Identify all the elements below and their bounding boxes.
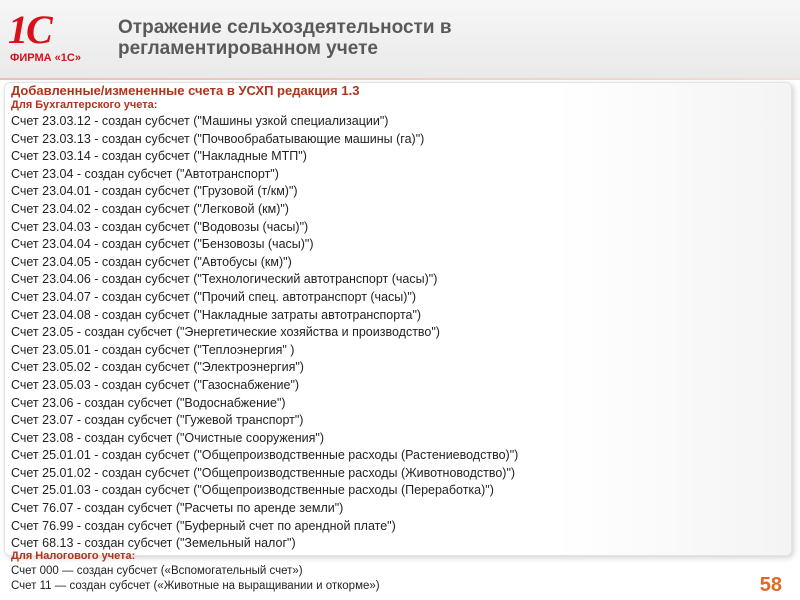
account-list-item: Счет 23.04.07 - создан субсчет ("Прочий спец. автотранспорт (часы)") [11,289,417,304]
account-list-item: Счет 23.05.03 - создан субсчет ("Газоснабжение") [11,377,300,392]
slide-title [118,17,678,59]
account-list-item: Счет 23.07 - создан субсчет ("Гужевой транспорт") [11,413,304,428]
accounting-accounts-list [11,113,518,553]
account-list-item: Счет 23.03.13 - создан субсчет ("Почвообрабатывающие машины (га)") [11,131,425,146]
account-list-item: Счет 23.04.02 - создан субсчет ("Легковой (км)") [11,201,289,216]
account-list-item: Счет 76.99 - создан субсчет ("Буферный счет по арендной плате") [11,518,396,533]
account-list-item: Счет 23.03.12 - создан субсчет ("Машины узкой специализации") [11,114,389,128]
title-line-2: регламентированном учете [118,38,378,59]
account-list-item: Счет 23.04.05 - создан субсчет ("Автобусы (км)") [11,254,292,269]
account-list-item: Счет 23.04.08 - создан субсчет ("Накладные затраты автотранспорта") [11,307,422,322]
account-list-item: Счет 25.01.01 - создан субсчет ("Общепроизводственные расходы (Растениеводство)") [11,448,519,463]
account-list-item: Счет 23.05 - создан субсчет ("Энергетические хозяйства и производство") [11,325,440,340]
account-list-item: Счет 23.04.06 - создан субсчет ("Технологический автотранспорт (часы)") [11,272,438,287]
section-subtitle: Добавленные/измененные счета в УСХП редакция 1.3 [11,83,360,98]
account-list-item: Счет 23.04.01 - создан субсчет ("Грузовой (т/км)") [11,184,298,199]
account-list-item: Счет 23.04 - создан субсчет ("Автотранспорт") [11,166,279,181]
tax-account-item: Счет 000 — создан субсчет («Вспомогательный счет») [11,565,303,577]
account-list-item: Счет 25.01.02 - создан субсчет ("Общепроизводственные расходы (Животноводство)") [11,465,516,480]
account-list-item: Счет 23.05.02 - создан субсчет ("Электроэнергия") [11,360,304,375]
account-list-item: Счет 23.04.04 - создан субсчет ("Бензовозы (часы)") [11,237,314,252]
account-list-item: Счет 76.07 - создан субсчет ("Расчеты по аренде земли") [11,501,344,516]
header-divider [0,78,800,80]
logo-brand: 1С [8,7,51,52]
slide-header [0,0,800,78]
account-list-item: Счет 23.03.14 - создан субсчет ("Накладные МТП") [11,149,307,164]
account-list-item: Счет 23.06 - создан субсчет ("Водоснабжение") [11,395,286,410]
logo-company-name: ФИРМА «1С» [10,52,81,64]
account-list-item: Счет 23.04.03 - создан субсчет ("Водовозы (часы)") [11,219,309,234]
account-list-item: Счет 23.08 - создан субсчет ("Очистные сооружения") [11,430,324,445]
account-list-item: Счет 25.01.03 - создан субсчет ("Общепроизводственные расходы (Переработка)") [11,483,494,498]
page-number: 58 [759,574,782,596]
company-logo [6,8,90,70]
title-line-1: Отражение сельхоздеятельности в [118,17,452,38]
tax-account-item: Счет 11 — создан субсчет («Животные на выращивании и откорме») [11,580,380,592]
account-list-item: Счет 68.13 - создан субсчет ("Земельный налог") [11,536,296,551]
accounting-section-label: Для Бухгалтерского учета: [11,99,158,111]
account-list-item: Счет 23.05.01 - создан субсчет ("Теплоэнергия" ) [11,342,295,357]
tax-section-label: Для Налогового учета: [11,550,136,562]
